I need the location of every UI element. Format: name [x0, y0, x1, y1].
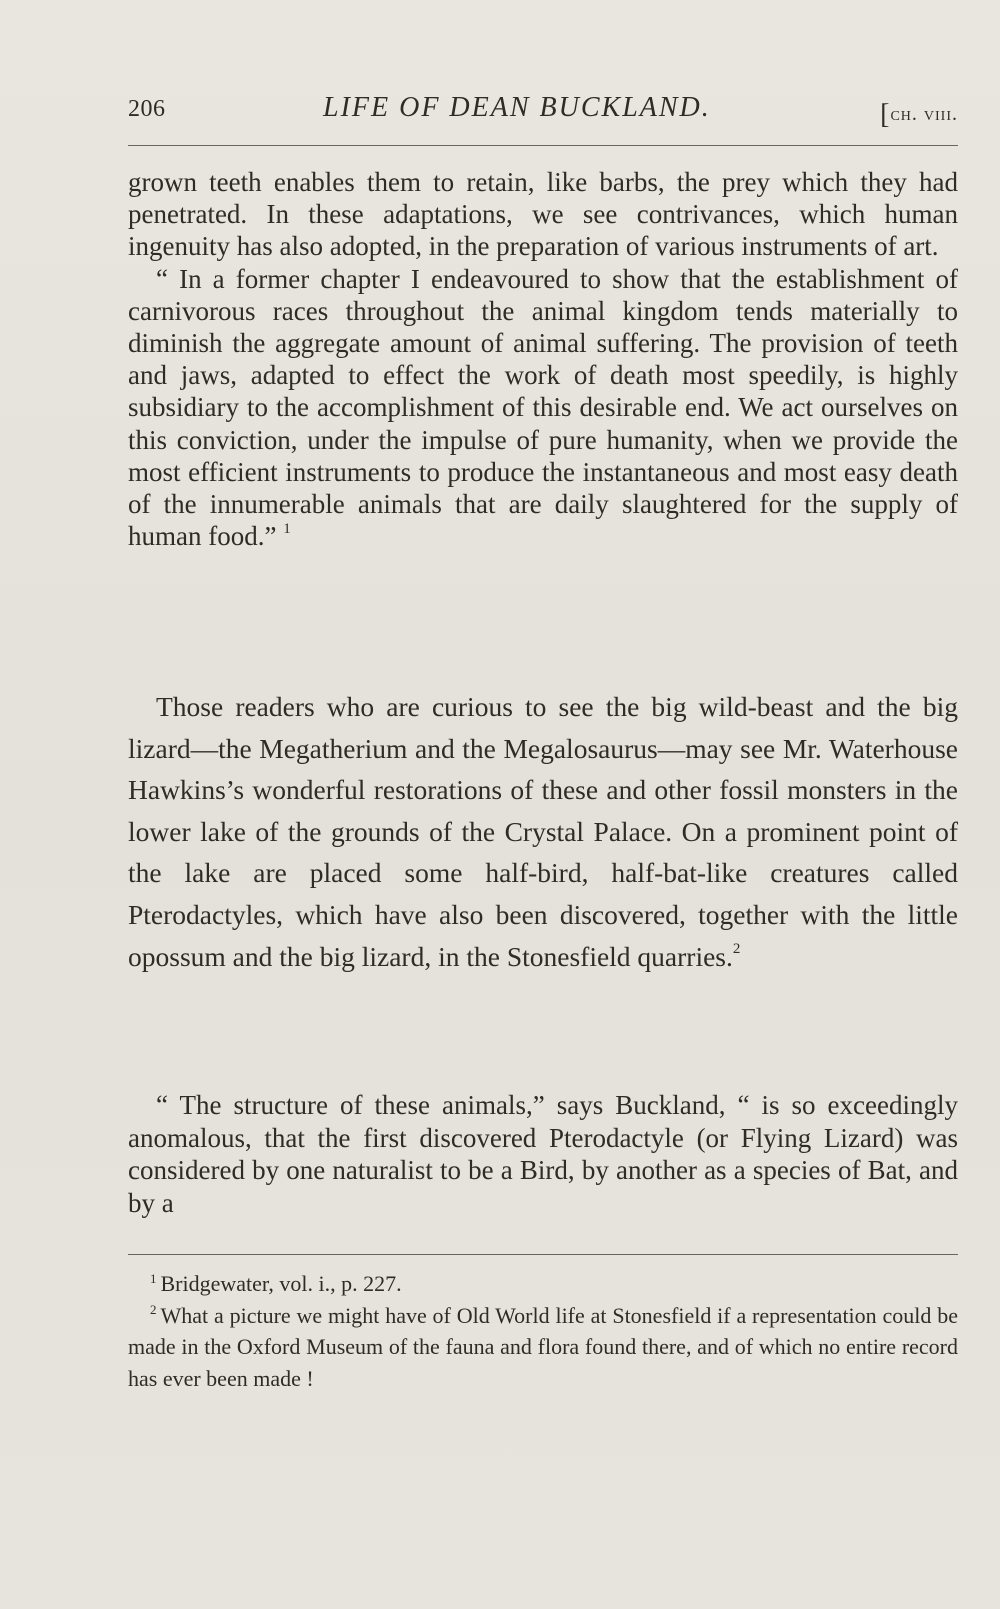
page-number: 206: [128, 96, 166, 122]
chapter-reference: [880, 96, 958, 128]
chapter-label: ch. viii.: [890, 103, 958, 125]
header-rule: [128, 145, 958, 146]
footnote-1: [128, 1268, 958, 1300]
body-paragraph: [128, 686, 958, 977]
body-text: [128, 686, 958, 977]
second-quotation-paragraph: “ The structure of these animals,” says Buckland, “ is so exceedingly anomalous, that the first discovered Pterodactyle (or Flying Lizard) was considered by one naturalist to be a Bird, by another as a species of Bat, and by a: [128, 1090, 958, 1218]
footnote-2: [128, 1300, 958, 1395]
quotation-paragraph-1: grown teeth enables them to retain, like barbs, the prey which they had penetrated. In these adaptations, we see contrivances, which human ingenuity has also adopted, in the preparation of various instruments of art.: [128, 167, 958, 262]
second-quotation: [128, 1089, 958, 1219]
running-title: LIFE OF DEAN BUCKLAND.: [323, 92, 711, 123]
continued-quotation: [128, 166, 958, 552]
footnote-1-text: Bridgewater, vol. i., p. 227.: [160, 1271, 402, 1296]
footnote-2-text: What a picture we might have of Old World life at Stonesfield if a representation could be made in the Oxford Museum of the fauna and flora found there, and of which no entire record has ever been made !: [128, 1302, 958, 1391]
body-paragraph-text: Those readers who are curious to see the big wild-beast and the big lizard—the Megatherium and the Megalosaurus—may see Mr. Waterhouse Hawkins’s wonderful restorations of these and other fossil monsters in the lower lake of the grounds of the Crystal Palace. On a prominent point of the lake are placed some half-bird, half-bat-like creatures called Pterodactyles, which have also been discovered, together with the little opossum and the big lizard, in the Stonesfield quarries.: [128, 691, 958, 972]
quotation-paragraph-2-text: “ In a former chapter I endeavoured to show that the establishment of carnivorous races throughout the animal kingdom tends materially to diminish the aggregate amount of animal suffering. The provision of teeth and jaws, adapted to effect the work of death most speedily, is highly subsidiary to the accomplishment of this desirable end. We act ourselves on this conviction, under the impulse of pure humanity, when we provide the most efficient instruments to produce the instantaneous and most easy death of the innumerable animals that are daily slaughtered for the supply of human food.”: [128, 263, 958, 552]
quotation-paragraph-2: [128, 263, 958, 553]
footnote-reference-1: 1: [283, 521, 291, 538]
footnote-2-mark: 2: [150, 1302, 157, 1318]
page-header: [128, 92, 958, 132]
footnote-rule: [128, 1254, 958, 1255]
footnote-reference-2: 2: [732, 941, 741, 958]
footnotes: [128, 1268, 958, 1394]
chapter-bracket: [: [880, 99, 891, 130]
footnote-1-mark: 1: [150, 1270, 157, 1286]
